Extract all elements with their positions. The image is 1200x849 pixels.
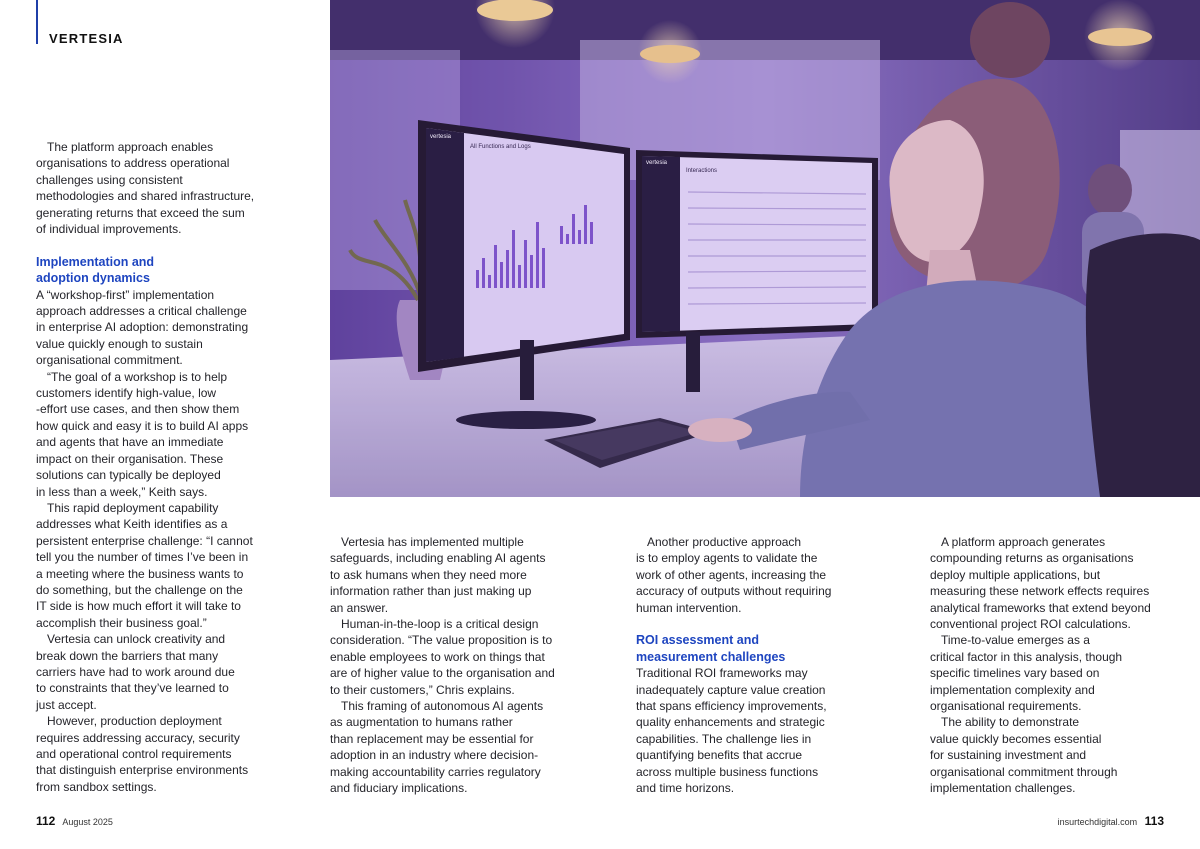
office-scene-illustration	[330, 0, 1200, 497]
paragraph: The ability to demonstrate value quickly becomes essential for sustaining investment and organisational commitment through implementation challenges.	[930, 715, 1118, 796]
footer-left	[36, 814, 113, 828]
text-column-2	[330, 534, 575, 797]
subheading-roi: ROI assessment and measurement challenges	[636, 633, 786, 664]
paragraph: This rapid deployment capability addresses what Keith identifies as a persistent enterprise challenge: “I cannot tell you the number of times I’ve been in a meeting where the business wants to do something, but the challenge on the IT side is how much effort it will take to accomplish their business goal.”	[36, 500, 253, 630]
paragraph: However, production deployment requires addressing accuracy, security and operational control requirements that distinguish enterprise environments from sandbox settings.	[36, 714, 249, 794]
text-column-4	[930, 534, 1180, 797]
paragraph: “The goal of a workshop is to help customers identify high-value, low -effort use cases, and then show them how quick and easy it is to build AI apps and agents that have an immediate impact on their organisation. These solutions can typically be deployed in less than a week,” Keith says.	[36, 369, 249, 499]
issue-date: August 2025	[62, 817, 113, 827]
paragraph: A platform approach generates compounding returns as organisations deploy multiple applications, but measuring these network effects requires analytical frameworks that extend beyond conventional project ROI calculations.	[930, 535, 1151, 632]
monitor-left-title: All Functions and Logs	[470, 144, 531, 150]
paragraph: Vertesia has implemented multiple safeguards, including enabling AI agents to ask humans when they need more information rather than just making up an answer.	[330, 535, 546, 615]
section-rule	[36, 0, 38, 44]
monitor-left-logo: vertesia	[430, 134, 452, 140]
paragraph-gap	[636, 616, 876, 632]
paragraph-gap	[36, 237, 276, 253]
paragraph: Traditional ROI frameworks may inadequately capture value creation that spans efficiency improvements, quality enhancements and strategic capabilities. The challenge lies in quantifying benefits that accrue across multiple business functions and time horizons.	[636, 666, 827, 796]
paragraph: A “workshop-first” implementation approach addresses a critical challenge in enterprise AI adoption: demonstrating value quickly enough to sustain organisational commitment.	[36, 287, 249, 368]
hero-photo	[330, 0, 1200, 497]
website-link[interactable]: insurtechdigital.com	[1057, 817, 1138, 827]
paragraph: Vertesia can unlock creativity and break down the barriers that many carriers have had to work around due to constraints that they’ve learned to just accept.	[36, 632, 235, 712]
page-number-right: 113	[1144, 814, 1164, 828]
section-label: VERTESIA	[49, 31, 124, 46]
monitor-right-logo: vertesia	[646, 160, 668, 166]
page-number-left: 112	[36, 814, 56, 828]
text-column-1	[36, 139, 276, 795]
text-column-3	[636, 534, 876, 796]
footer-right	[1058, 814, 1164, 828]
subheading-implementation: Implementation and adoption dynamics	[36, 254, 155, 286]
paragraph: Human-in-the-loop is a critical design consideration. “The value proposition is to enable employees to work on things that are of higher value to the organisation and to their customers,” Chris explains.	[330, 617, 555, 697]
monitor-right-title: Interactions	[686, 168, 718, 174]
paragraph: The platform approach enables organisations to address operational challenges using consistent methodologies and shared infrastructure, generating returns that exceed the sum of individual improvements.	[36, 140, 255, 237]
paragraph: Time-to-value emerges as a critical factor in this analysis, though specific timelines vary based on implementation complexity and organisational requirements.	[930, 633, 1123, 714]
paragraph: Another productive approach is to employ agents to validate the work of other agents, increasing the accuracy of outputs without requiring human intervention.	[636, 535, 832, 615]
paragraph: This framing of autonomous AI agents as augmentation to humans rather than replacement may be essential for adoption in an industry where decision- making accountability carries regulatory and fiduciary implications.	[330, 699, 544, 796]
